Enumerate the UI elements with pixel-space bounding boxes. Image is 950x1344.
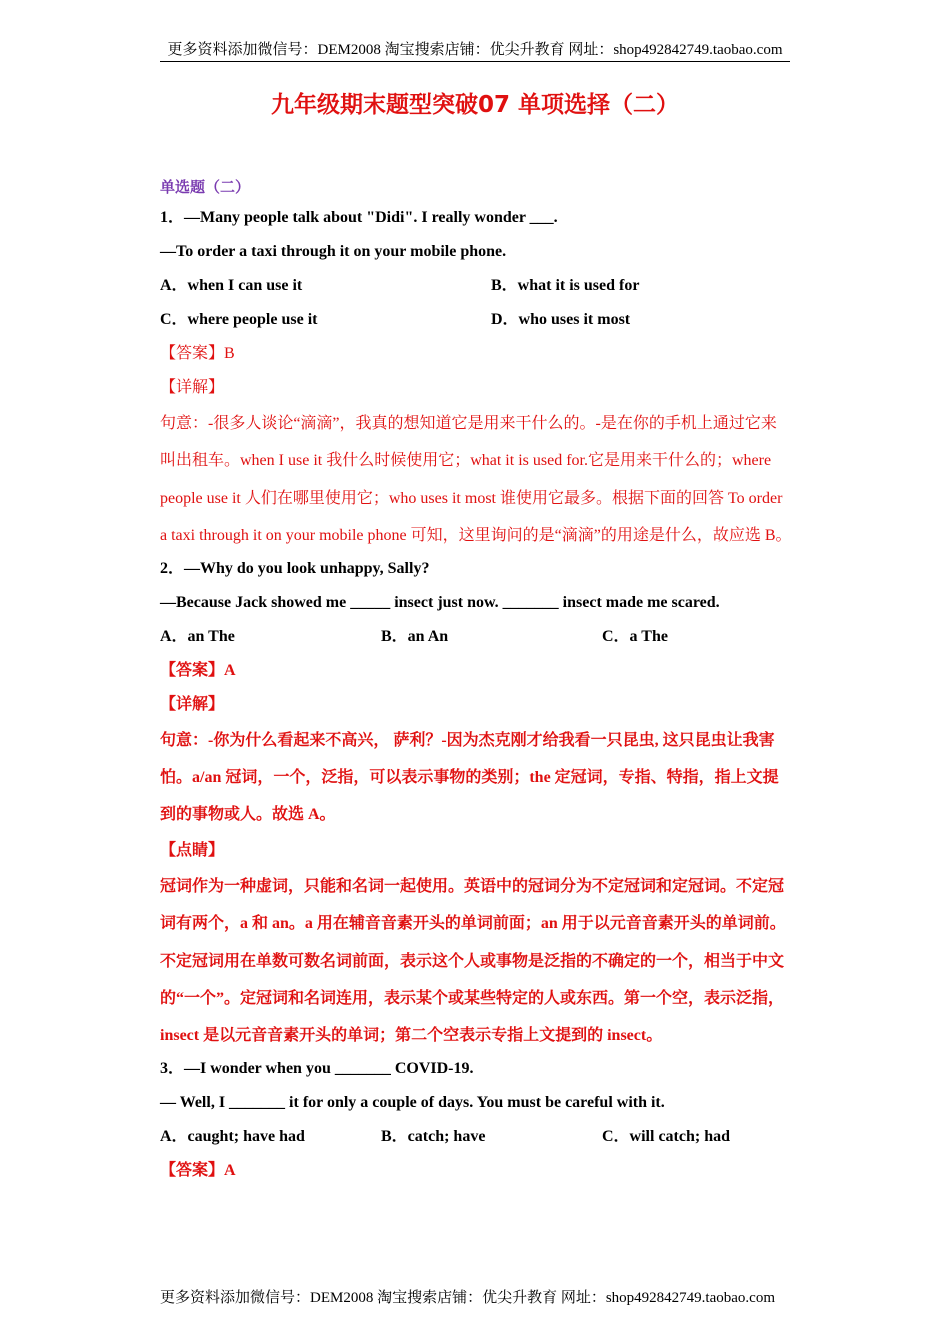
q1-option-a: A．when I can use it	[160, 277, 303, 294]
q1-options-row1	[160, 269, 792, 303]
q3-answer	[160, 1154, 792, 1188]
q1-options-row2	[160, 303, 792, 337]
q3-reply: — Well, I _______ it for only a couple of days. You must be careful with it.	[160, 1093, 665, 1111]
q1-explain-tag: 【详解】	[160, 379, 225, 396]
q2-explain-tag: 【详解】	[160, 695, 225, 713]
q2-point-tag: 【点睛】	[160, 841, 225, 859]
page-header: 更多资料添加微信号：DEM2008 淘宝搜索店铺：优尖升教育 网址：shop492842749.taobao.com	[160, 38, 790, 62]
q1-answer-value: B	[224, 345, 235, 362]
q3-stem: 3．—I wonder when you _______ COVID-19.	[160, 1059, 474, 1077]
q3-options-row	[160, 1120, 792, 1154]
q3-answer-tag: 【答案】	[160, 1161, 225, 1179]
section-heading: 单选题（二）	[160, 178, 251, 196]
q1-explanation: 句意：-很多人谈论“滴滴”，我真的想知道它是用来干什么的。-是在你的手机上通过它来叫出租车。when I use it 我什么时候使用它；what it is used for.它是用来干什么的；where people use it 人们在哪里使用它；who uses it most 谁使用它最多。根据下面的回答 To order a taxi through it on your mobile phone 可知，这里询问的是“滴滴”的用途是什么，故应选 B。	[160, 415, 792, 545]
q2-point: 冠词作为一种虚词，只能和名词一起使用。英语中的冠词分为不定冠词和定冠词。不定冠词有两个，a 和 an。a 用在辅音音素开头的单词前面；an 用于以元音音素开头的单词前。不定冠词用在单数可数名词前面，表示这个人或事物是泛指的不确定的一个，相当于中文的“一个”。定冠词和名词连用，表示某个或某些特定的人或东西。第一个空，表示泛指，insect 是以元音音素开头的单词；第二个空表示专指上文提到的 insect。	[160, 877, 786, 1045]
q2-option-c: C．a The	[602, 627, 668, 645]
q3-option-a: A．caught; have had	[160, 1127, 305, 1145]
q1-option-d: D．who uses it most	[491, 311, 631, 328]
q2-answer	[160, 654, 792, 688]
q2-stem: 2．—Why do you look unhappy, Sally?	[160, 559, 430, 577]
q1-option-b: B．what it is used for	[491, 277, 640, 294]
q2-explanation: 句意：-你为什么看起来不高兴， 萨利？-因为杰克刚才给我看一只昆虫, 这只昆虫让我害怕。a/an 冠词，一个，泛指，可以表示事物的类别；the 定冠词，专指、特指，指上文提到的事物或人。故选 A。	[160, 731, 779, 824]
q2-answer-tag: 【答案】	[160, 661, 225, 679]
document-body	[160, 176, 792, 1188]
q2-reply: —Because Jack showed me _____ insect just now. _______ insect made me scared.	[160, 593, 720, 611]
q1-reply: —To order a taxi through it on your mobile phone.	[160, 243, 507, 260]
q1-answer-tag: 【答案】	[160, 345, 225, 362]
q1-stem: 1．—Many people talk about "Didi". I really wonder ___.	[160, 209, 558, 226]
q3-option-c: C．will catch; had	[602, 1127, 731, 1145]
q2-answer-value: A	[224, 661, 236, 679]
q3-answer-value: A	[224, 1161, 236, 1179]
q2-options-row	[160, 620, 792, 654]
q2-option-a: A．an The	[160, 627, 235, 645]
q1-option-c: C．where people use it	[160, 311, 318, 328]
q1-answer	[160, 337, 792, 371]
q2-option-b: B．an An	[381, 627, 449, 645]
page-footer: 更多资料添加微信号：DEM2008 淘宝搜索店铺：优尖升教育 网址：shop492842749.taobao.com	[160, 1290, 775, 1306]
page-title: 九年级期末题型突破07 单项选择（二）	[270, 92, 679, 118]
q3-option-b: B．catch; have	[381, 1127, 486, 1145]
